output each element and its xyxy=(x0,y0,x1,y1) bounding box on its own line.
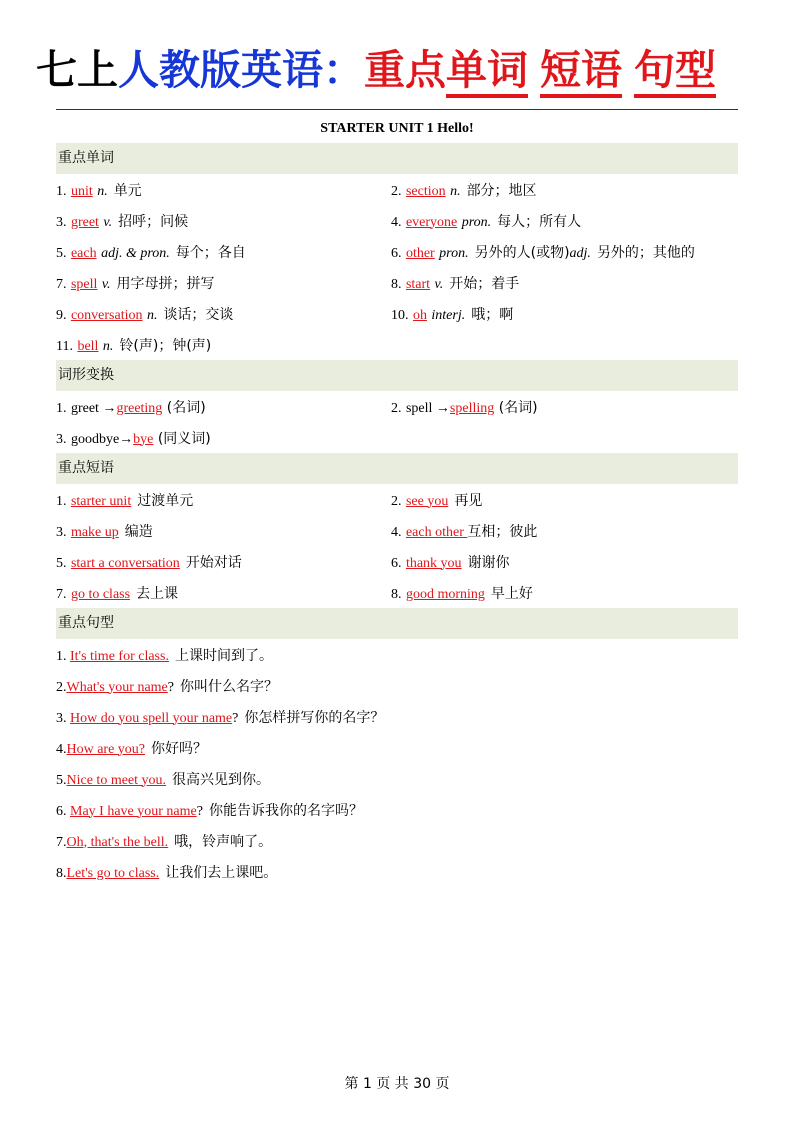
form-row xyxy=(56,422,738,453)
word-row xyxy=(56,329,738,360)
title-edition: 人教版英语： xyxy=(118,46,364,94)
word-item: 5. each adj. & pron. 每个；各自 xyxy=(56,244,246,261)
word-answer: conversation xyxy=(70,307,143,323)
phrase-item: 7. go to class 去上课 xyxy=(56,585,179,602)
word-item: 7. spell v. 用字母拼；拼写 xyxy=(56,275,215,292)
page-footer: 第 1 页 共 30 页 xyxy=(344,1076,450,1092)
sentence-item: 3. How do you spell your name? 你怎样拼写你的名字？ xyxy=(56,709,385,726)
phrase-answer: each other xyxy=(405,524,468,540)
form-item: 2. spell →spelling (名词) xyxy=(391,399,538,416)
sentence-row xyxy=(56,763,738,794)
word-row xyxy=(56,205,738,236)
word-item: 9. conversation n. 谈话；交谈 xyxy=(56,306,234,323)
sentence-item: 6. May I have your name? 你能告诉我你的名字吗？ xyxy=(56,802,363,819)
sentence-row xyxy=(56,639,738,670)
page-title xyxy=(36,40,756,100)
form-answer: greeting xyxy=(116,400,163,416)
word-row xyxy=(56,267,738,298)
phrase-answer: see you xyxy=(405,493,449,509)
word-answer: spell xyxy=(70,276,98,292)
unit-title: STARTER UNIT 1 Hello! xyxy=(320,121,474,136)
section-heading-sentences: 重点句型 xyxy=(56,608,738,639)
title-key: 重点 xyxy=(364,46,446,94)
sentence-item: 5.Nice to meet you. 很高兴见到你。 xyxy=(56,771,271,788)
title-sentences: 句型 xyxy=(634,46,716,98)
phrase-row xyxy=(56,515,738,546)
sentence-answer: May I have your name xyxy=(70,803,197,819)
sentence-answer: How are you? xyxy=(66,741,146,757)
phrase-item: 3. make up 编造 xyxy=(56,523,153,540)
sentence-row xyxy=(56,732,738,763)
sentence-item: 4.How are you? 你好吗？ xyxy=(56,740,208,757)
section-heading-forms: 词形变换 xyxy=(56,360,738,391)
phrase-answer: thank you xyxy=(405,555,462,571)
word-item: 2. section n. 部分；地区 xyxy=(391,182,537,199)
word-item: 3. greet v. 招呼；问候 xyxy=(56,213,189,230)
form-item: 1. greet →greeting (名词) xyxy=(56,399,206,416)
phrase-item: 8. good morning 早上好 xyxy=(391,585,533,602)
sentence-item: 7.Oh, that's the bell. 哦，铃声响了。 xyxy=(56,833,273,850)
phrase-answer: starter unit xyxy=(70,493,132,509)
sentence-row xyxy=(56,670,738,701)
word-item: 4. everyone pron. 每人；所有人 xyxy=(391,213,582,230)
sentence-answer: Let's go to class. xyxy=(66,865,160,881)
form-item: 3. goodbye→bye (同义词) xyxy=(56,430,211,447)
word-row xyxy=(56,236,738,267)
sentence-answer: How do you spell your name xyxy=(70,710,233,726)
sentence-item: 1. It's time for class. 上课时间到了。 xyxy=(56,647,273,664)
word-answer: start xyxy=(405,276,431,292)
content xyxy=(56,143,738,887)
sentence-item: 8.Let's go to class. 让我们去上课吧。 xyxy=(56,864,278,881)
title-grade: 七上 xyxy=(36,46,118,94)
phrase-answer: make up xyxy=(70,524,119,540)
form-answer: bye xyxy=(133,431,154,447)
phrase-answer: start a conversation xyxy=(70,555,180,571)
title-divider xyxy=(56,109,738,110)
section-heading-words: 重点单词 xyxy=(56,143,738,174)
phrase-item: 4. each other 互相；彼此 xyxy=(391,523,538,540)
sentence-row xyxy=(56,825,738,856)
sentence-item: 2.What's your name? 你叫什么名字？ xyxy=(56,678,278,695)
word-answer: bell xyxy=(77,338,99,354)
word-item: 11. bell n. 铃(声)；钟(声) xyxy=(56,337,212,354)
word-answer: each xyxy=(70,245,97,261)
word-item: 8. start v. 开始；着手 xyxy=(391,275,520,292)
word-answer: everyone xyxy=(405,214,458,230)
word-answer: other xyxy=(405,245,435,261)
word-answer: section xyxy=(405,183,446,199)
phrase-row xyxy=(56,577,738,608)
sentence-answer: Oh, that's the bell. xyxy=(66,834,169,850)
word-row xyxy=(56,298,738,329)
sentence-row xyxy=(56,701,738,732)
word-row xyxy=(56,174,738,205)
phrase-row xyxy=(56,484,738,515)
sentence-answer: Nice to meet you. xyxy=(66,772,167,788)
phrase-answer: go to class xyxy=(70,586,131,602)
phrase-item: 2. see you 再见 xyxy=(391,492,483,509)
word-item: 10. oh interj. 哦；啊 xyxy=(391,306,514,323)
phrase-answer: good morning xyxy=(405,586,485,602)
title-phrases: 短语 xyxy=(540,46,622,98)
word-item: 6. other pron. 另外的人(或物)adj. 另外的；其他的 xyxy=(391,244,695,261)
word-item: 1. unit n. 单元 xyxy=(56,182,142,199)
phrase-item: 6. thank you 谢谢你 xyxy=(391,554,510,571)
title-words: 单词 xyxy=(446,46,528,98)
sentence-row xyxy=(56,794,738,825)
phrase-item: 5. start a conversation 开始对话 xyxy=(56,554,242,571)
sentence-row xyxy=(56,856,738,887)
section-heading-phrases: 重点短语 xyxy=(56,453,738,484)
phrase-item: 1. starter unit 过渡单元 xyxy=(56,492,194,509)
word-answer: oh xyxy=(412,307,427,323)
word-answer: greet xyxy=(70,214,99,230)
word-answer: unit xyxy=(70,183,93,199)
sentence-answer: What's your name xyxy=(66,679,168,695)
form-row xyxy=(56,391,738,422)
sentence-answer: It's time for class. xyxy=(70,648,169,664)
form-answer: spelling xyxy=(449,400,495,416)
phrase-row xyxy=(56,546,738,577)
